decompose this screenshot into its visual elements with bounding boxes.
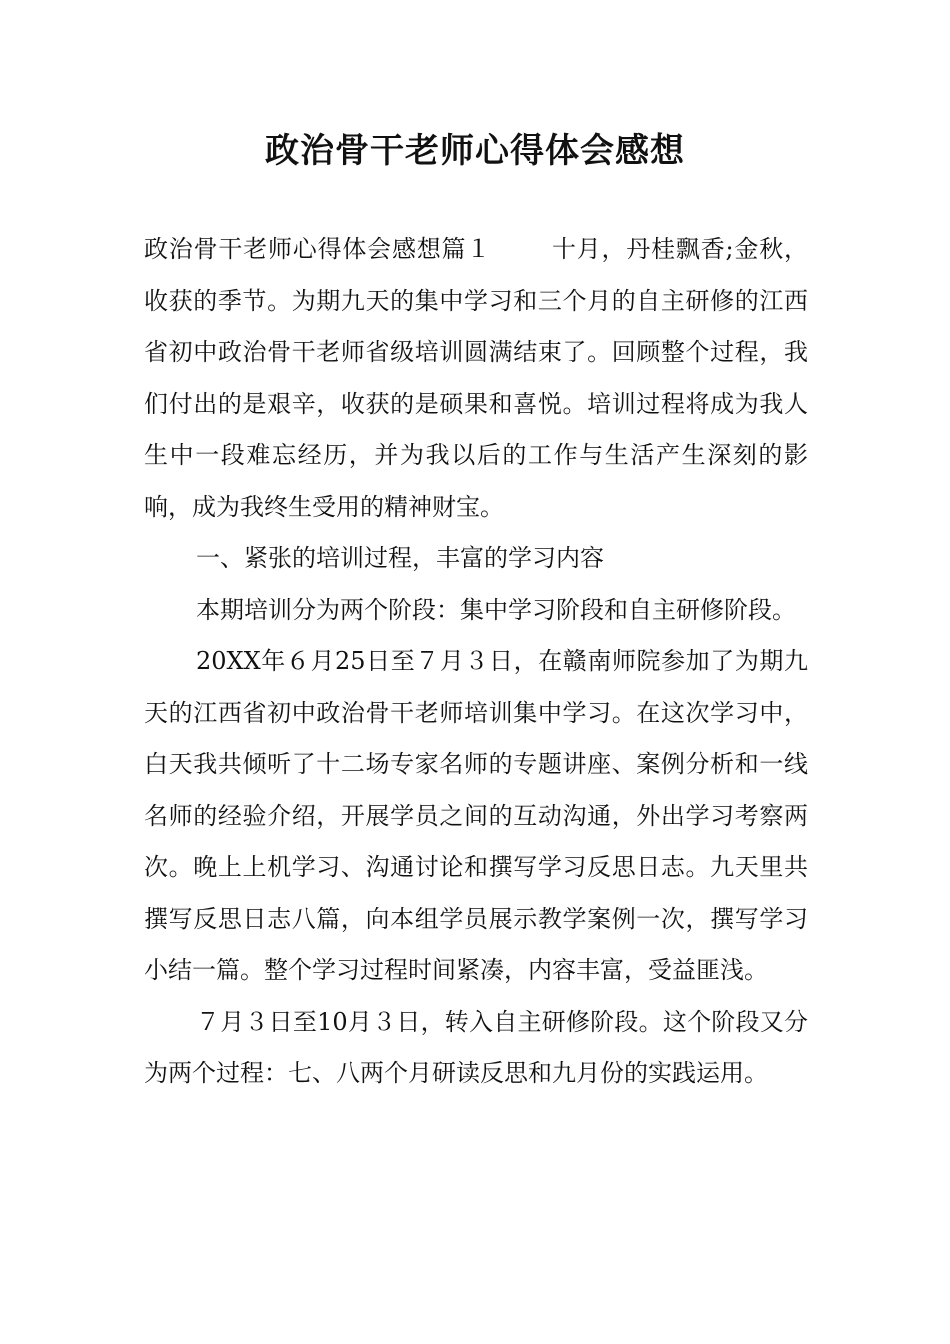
document-body [144, 224, 808, 1100]
paragraph-3: 20XX年６月25日至７月３日，在赣南师院参加了为期九天的江西省初中政治骨干老师培训集中学习。在这次学习中，白天我共倾听了十二场专家名师的专题讲座、案例分析和一线名师的经验介绍，开展学员之间的互动沟通，外出学习考察两次。晚上上机学习、沟通讨论和撰写学习反思日志。九天里共撰写反思日志八篇，向本组学员展示教学案例一次，撰写学习小结一篇。整个学习过程时间紧凑，内容丰富，受益匪浅。 [144, 647, 808, 984]
paragraph-4: ７月３日至10月３日，转入自主研修阶段。这个阶段又分为两个过程：七、八两个月研读反思和九月份的实践运用。 [144, 1007, 808, 1087]
section-heading-1: 一、紧张的培训过程，丰富的学习内容 [196, 544, 604, 572]
paragraph-lead: 政治骨干老师心得体会感想篇１ [144, 235, 492, 263]
document-title: 政治骨干老师心得体会感想 [265, 131, 685, 171]
paragraph-1 [144, 224, 808, 533]
paragraph-text: 十月，丹桂飘香;金秋，收获的季节。为期九天的集中学习和三个月的自主研修的江西省初中政治骨干老师省级培训圆满结束了。回顾整个过程，我们付出的是艰辛，收获的是硕果和喜悦。培训过程将成为我人生中一段难忘经历，并为我以后的工作与生活产生深刻的影响，成为我终生受用的精神财宝。 [144, 235, 809, 521]
paragraph-2: 本期培训分为两个阶段：集中学习阶段和自主研修阶段。 [196, 595, 796, 624]
